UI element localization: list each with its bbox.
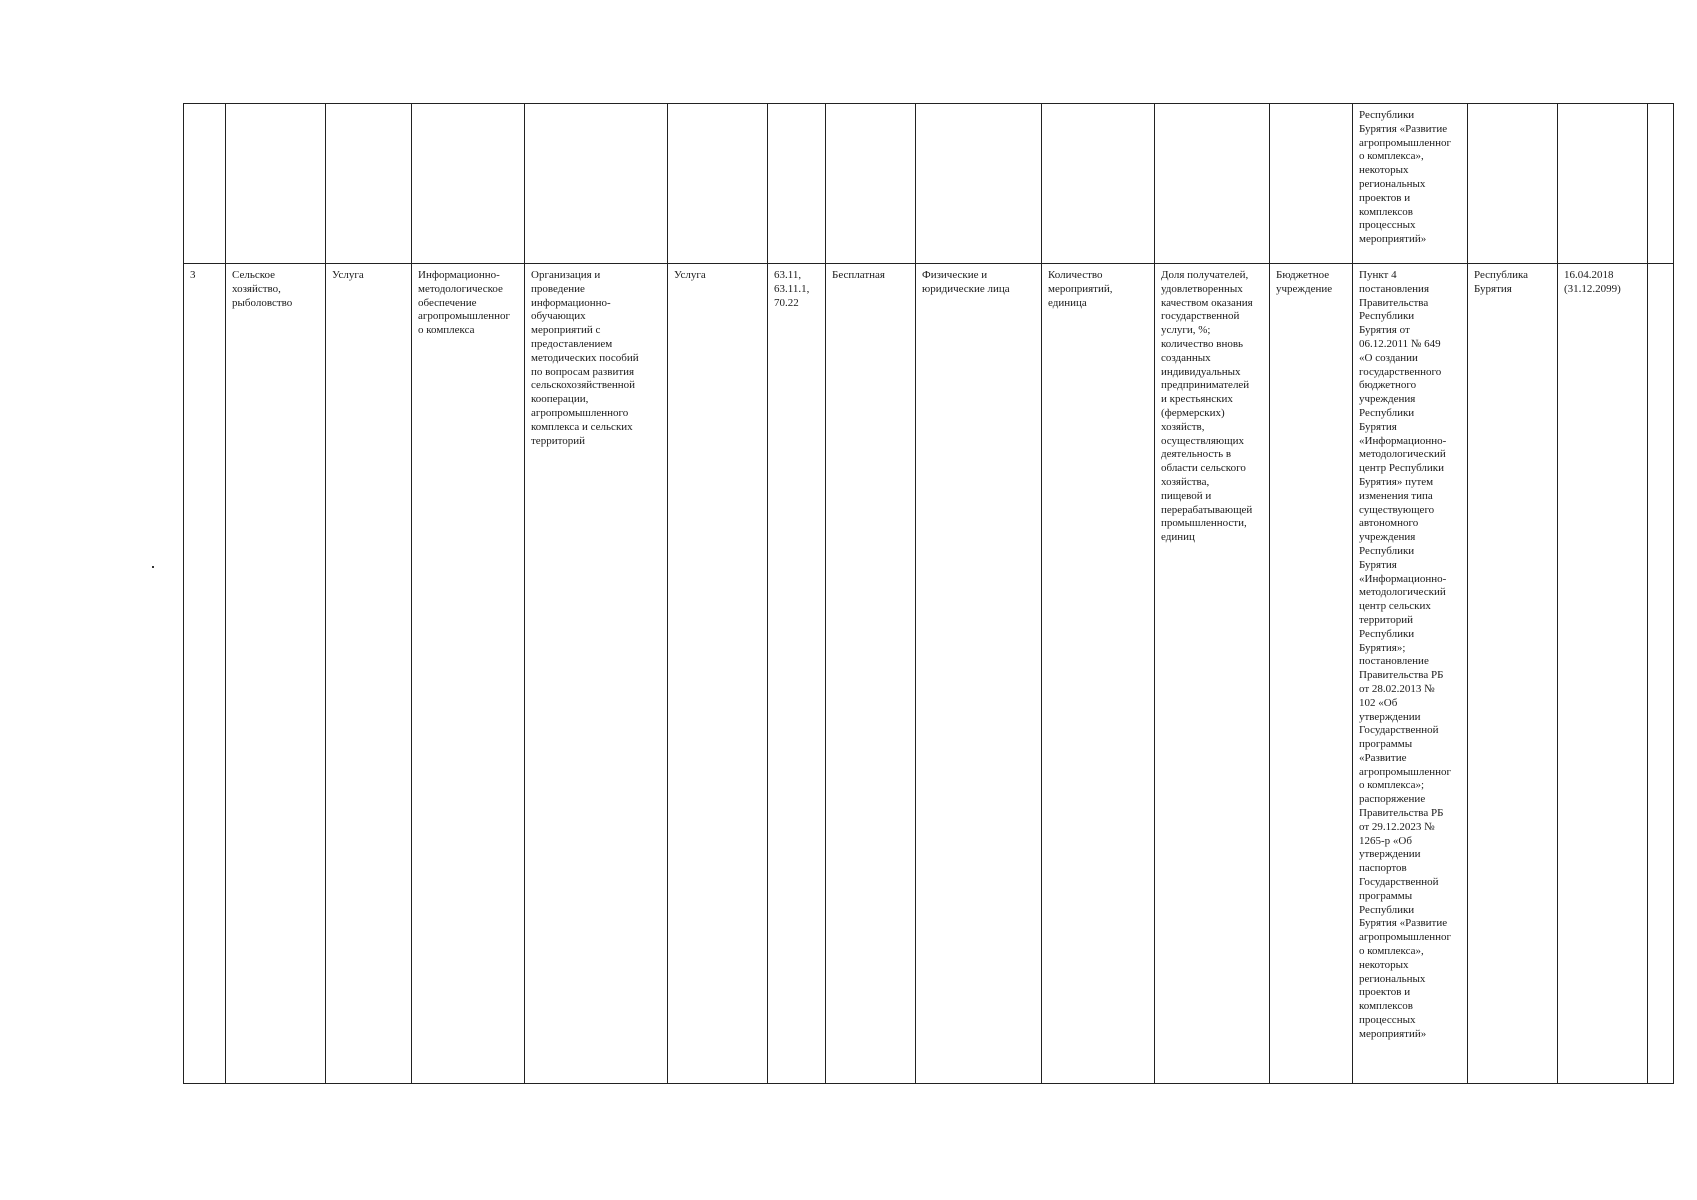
cell-number	[184, 264, 226, 1084]
cell-recipients	[916, 104, 1042, 264]
cell-institution-type	[1270, 264, 1353, 1084]
cell-codes	[768, 104, 826, 264]
table-row-continuation	[184, 104, 1674, 264]
cell-content	[525, 264, 668, 1084]
quality-indicator-text: Доля получателей, удовлетворенных качеством оказания государственной услуги, %; количество вновь созданных индивидуальных предпринимателей и крестьянских (фермерских) хозяйств, осуществляющих деятельность в области сельского хозяйства, пищевой и перерабатывающей промышленности, единиц	[1161, 269, 1253, 544]
service-name-text: Информационно- методологическое обеспечение агропромышленног о комплекса	[418, 269, 511, 337]
kind-text: Услуга	[674, 269, 706, 281]
cell-extra	[1648, 104, 1674, 264]
cell-content	[525, 104, 668, 264]
cell-region	[1468, 104, 1558, 264]
region-text: Республика Бурятия	[1474, 269, 1529, 295]
cell-number	[184, 104, 226, 264]
cell-institution-type	[1270, 104, 1353, 264]
type-text: Услуга	[332, 269, 364, 281]
cell-payment	[826, 264, 916, 1084]
payment-text: Бесплатная	[832, 269, 885, 281]
scan-artifact-dot	[152, 566, 154, 568]
cell-dates	[1558, 264, 1648, 1084]
cell-legal-basis	[1353, 104, 1468, 264]
okved-codes-text: 63.11, 63.11.1, 70.22	[774, 269, 810, 309]
cell-type	[326, 264, 412, 1084]
cell-type	[326, 104, 412, 264]
service-content-text: Организация и проведение информационно- обучающих мероприятий с предоставлением методических пособий по вопросам развития сельскохозяйственной кооперации, агропромышленного комплекса и сельских территорий	[531, 269, 639, 447]
cell-sector	[226, 104, 326, 264]
cell-recipients	[916, 264, 1042, 1084]
legal-basis-text: Пункт 4 постановления Правительства Республики Бурятия от 06.12.2011 № 649 «О создании государственного бюджетного учреждения Республики Бурятия «Информационно- методологический центр Республики Бурятия» путем изменения типа существующего автономного учреждения Республики Бурятия «Информационно- методологический центр сельских территорий Республики Бурятия»; постановление Правительства РБ от 28.02.2013 № 102 «Об утверждении Государственной программы «Развитие агропромышленног о комплекса»; распоряжение Правительства РБ от 29.12.2023 № 1265-р «Об утверждении паспортов Государственной программы Республики Бурятия «Развитие агропромышленног о комплекса», некоторых региональных проектов и комплексов процессных мероприятий»	[1359, 269, 1452, 1040]
cell-payment	[826, 104, 916, 264]
cell-dates	[1558, 104, 1648, 264]
table-row	[184, 264, 1674, 1084]
institution-type-text: Бюджетное учреждение	[1276, 269, 1333, 295]
services-register-table	[183, 103, 1674, 1084]
cell-name	[412, 264, 525, 1084]
cell-name	[412, 104, 525, 264]
legal-basis-continuation-text: Республики Бурятия «Развитие агропромышленног о комплекса», некоторых региональных проектов и комплексов процессных мероприятий»	[1359, 109, 1452, 246]
cell-quality-indicator	[1155, 104, 1270, 264]
sector-text: Сельское хозяйство, рыболовство	[232, 269, 293, 309]
cell-sector	[226, 264, 326, 1084]
row-number: 3	[190, 269, 196, 281]
recipients-text: Физические и юридические лица	[922, 269, 1010, 295]
volume-indicator-text: Количество мероприятий, единица	[1048, 269, 1113, 309]
cell-region	[1468, 264, 1558, 1084]
cell-extra	[1648, 264, 1674, 1084]
dates-text: 16.04.2018 (31.12.2099)	[1564, 269, 1621, 295]
cell-kind	[668, 264, 768, 1084]
cell-legal-basis	[1353, 264, 1468, 1084]
cell-quality-indicator	[1155, 264, 1270, 1084]
cell-volume-indicator	[1042, 104, 1155, 264]
cell-kind	[668, 104, 768, 264]
cell-volume-indicator	[1042, 264, 1155, 1084]
cell-codes	[768, 264, 826, 1084]
